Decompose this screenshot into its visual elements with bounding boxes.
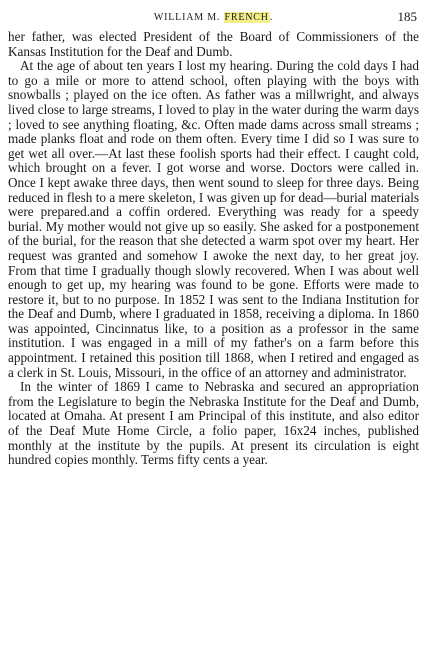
paragraph-continued: her father, was elected President of the Board of Commissioners of the Kansas Institution for the Deaf and Dumb.	[8, 29, 419, 59]
highlighted-surname: FRENCH	[224, 12, 269, 23]
paragraph-hearing-loss: At the age of about ten years I lost my hearing. During the cold days I had to go a mile or more to attend school, often playing with the boys with snowballs ; played on the ice often. As father was a millwright, and always lived close to large streams, I loved to play in the water during the warm days ; loved to see anything floating, &c. Often made dams across small streams ; made planks float and rode on them often. Every time I did so I was sure to get wet all over.—At last these foolish sports had their effect. I caught cold, which brought on a fever. I got worse and worse. Doctors were called in. Once I kept awake three days, then went sound to sleep for three days. Being reduced in flesh to a mere skeleton, I was given up for dead—burial materials were prepared.and a coffin ordered. Everything was ready for a speedy burial. My mother would not give up so easily. She asked for a postponement of the burial, for the reason that she detected a warm spot over my heart. Her request was granted and somehow I awoke the next day, to her great joy. From that time I gradually though slowly recovered. When I was about well enough to get up, my hearing was found to be gone. Efforts were made to restore it, but to no purpose. In 1852 I was sent to the Indiana Institution for the Deaf and Dumb, where I graduated in 1858, receiving a diploma. In 1860 was appointed, Cincinnatus like, to a position as a professor in the same institution. I was engaged in a mill of my father's on a farm before this appointment. I retained this position till 1868, when I retired and engaged as a clerk in St. Louis, Missouri, in the office of an attorney and administrator.	[8, 58, 419, 380]
running-head-title	[8, 12, 419, 23]
body-text	[8, 30, 419, 468]
running-head-title-end: .	[269, 12, 274, 23]
paragraph-nebraska: In the winter of 1869 I came to Nebraska and secured an appropriation from the Legislature to begin the Nebraska Institute for the Deaf and Dumb, located at Omaha. At present I am Principal of this institute, and also editor of the Deaf Mute Home Circle, a folio paper, 16x24 inches, published monthly at the institute by the pupils. At present its circulation is eight hundred copies monthly. Terms fifty cents a year.	[8, 379, 419, 468]
running-head	[8, 6, 419, 30]
page-number: 185	[397, 9, 417, 24]
running-head-title-plain: WILLIAM M.	[153, 12, 224, 23]
